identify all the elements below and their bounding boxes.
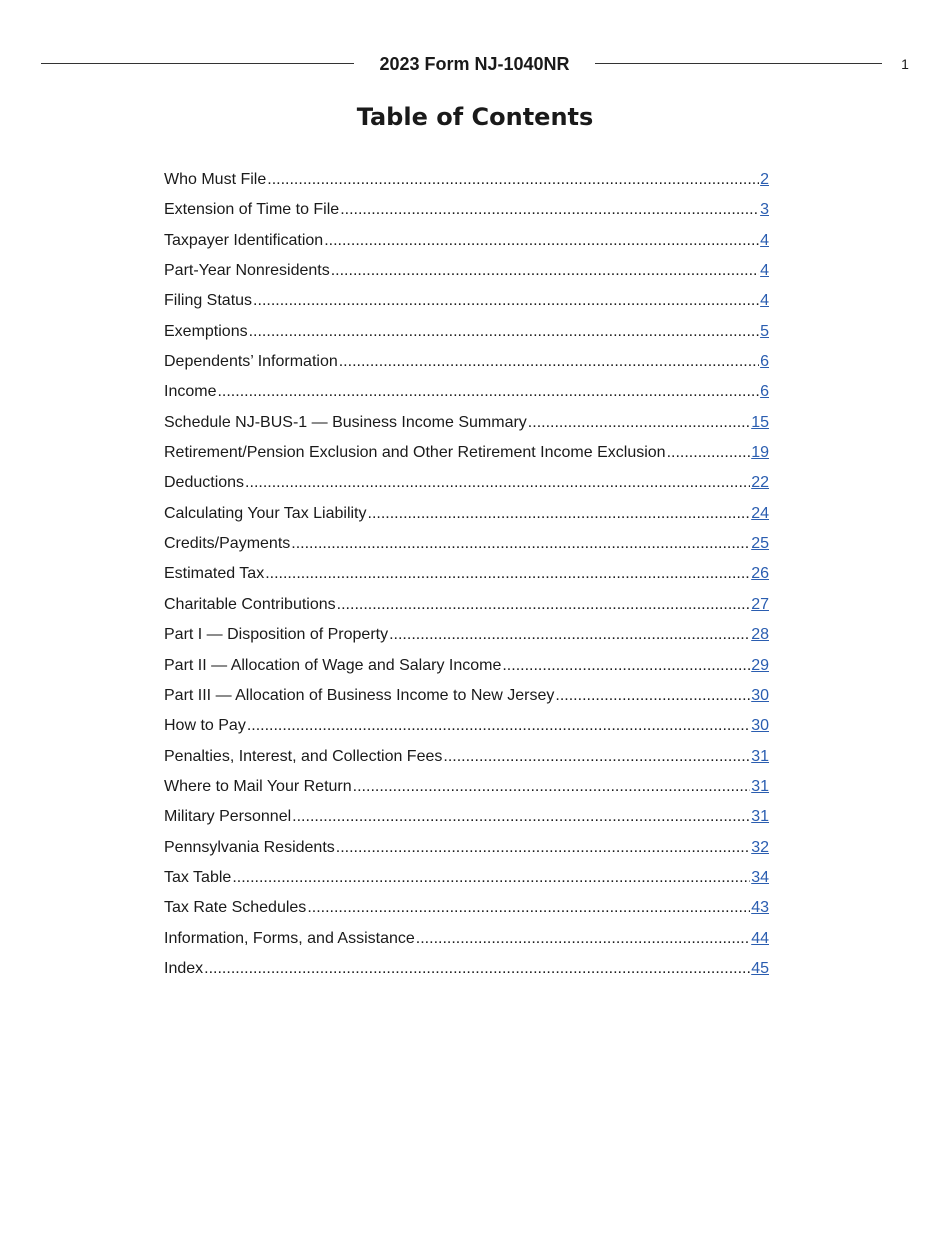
toc-page-link[interactable]: 6 bbox=[760, 383, 769, 401]
toc-entry bbox=[164, 711, 769, 741]
toc-entry bbox=[164, 195, 769, 225]
toc-entry bbox=[164, 681, 769, 711]
dot-leader bbox=[667, 438, 751, 468]
toc-entry-label: Part II — Allocation of Wage and Salary Income bbox=[164, 656, 502, 674]
dot-leader bbox=[292, 802, 750, 832]
toc-entry bbox=[164, 317, 769, 347]
toc-page-link[interactable]: 3 bbox=[760, 201, 769, 219]
toc-entry-label: Retirement/Pension Exclusion and Other Retirement Income Exclusion bbox=[164, 444, 666, 462]
toc-page-link[interactable]: 4 bbox=[760, 231, 769, 249]
toc-page-link[interactable]: 30 bbox=[751, 717, 769, 735]
toc-entry bbox=[164, 529, 769, 559]
dot-leader bbox=[353, 772, 751, 802]
toc-entry-label: Tax Rate Schedules bbox=[164, 899, 307, 917]
toc-entry-label: Penalties, Interest, and Collection Fees bbox=[164, 747, 443, 765]
dot-leader bbox=[232, 863, 750, 893]
toc-entry-label: Taxpayer Identification bbox=[164, 231, 324, 249]
toc-page-link[interactable]: 26 bbox=[751, 565, 769, 583]
dot-leader bbox=[249, 317, 760, 347]
toc-entry bbox=[164, 954, 769, 984]
dot-leader bbox=[368, 499, 751, 529]
toc-page-link[interactable]: 4 bbox=[760, 262, 769, 280]
toc-entry-label: Military Personnel bbox=[164, 808, 292, 826]
toc-page-link[interactable]: 30 bbox=[751, 686, 769, 704]
dot-leader bbox=[267, 165, 759, 195]
toc-entry bbox=[164, 893, 769, 923]
toc-page-link[interactable]: 44 bbox=[751, 929, 769, 947]
toc-page-link[interactable]: 32 bbox=[751, 838, 769, 856]
toc-entry-label: Part I — Disposition of Property bbox=[164, 626, 389, 644]
toc-page-link[interactable]: 5 bbox=[760, 322, 769, 340]
toc-page-link[interactable]: 19 bbox=[751, 444, 769, 462]
dot-leader bbox=[416, 924, 750, 954]
toc-entry-label: Deductions bbox=[164, 474, 245, 492]
toc-entry bbox=[164, 590, 769, 620]
toc-page-link[interactable]: 25 bbox=[751, 535, 769, 553]
toc-entry bbox=[164, 772, 769, 802]
dot-leader bbox=[217, 377, 759, 407]
toc-entry bbox=[164, 559, 769, 589]
toc-page-link[interactable]: 34 bbox=[751, 868, 769, 886]
toc-entry bbox=[164, 377, 769, 407]
toc-page-link[interactable]: 31 bbox=[751, 747, 769, 765]
toc-entry bbox=[164, 438, 769, 468]
toc-entry bbox=[164, 742, 769, 772]
toc-page-link[interactable]: 27 bbox=[751, 595, 769, 613]
toc-entry-label: Where to Mail Your Return bbox=[164, 777, 352, 795]
toc-page-link[interactable]: 31 bbox=[751, 808, 769, 826]
toc-entry-label: How to Pay bbox=[164, 717, 246, 735]
dot-leader bbox=[324, 226, 759, 256]
dot-leader bbox=[340, 195, 759, 225]
toc-entry bbox=[164, 802, 769, 832]
dot-leader bbox=[389, 620, 750, 650]
toc-entry bbox=[164, 924, 769, 954]
dot-leader bbox=[336, 833, 750, 863]
toc-entry bbox=[164, 347, 769, 377]
dot-leader bbox=[555, 681, 750, 711]
toc-entry-label: Who Must File bbox=[164, 171, 267, 188]
toc-page-link[interactable]: 24 bbox=[751, 504, 769, 522]
dot-leader bbox=[307, 893, 750, 923]
toc-entry-label: Calculating Your Tax Liability bbox=[164, 504, 367, 522]
page-number: 1 bbox=[901, 56, 909, 72]
toc-entry-label: Exemptions bbox=[164, 322, 248, 340]
toc-entry bbox=[164, 833, 769, 863]
toc-entry-label: Dependents’ Information bbox=[164, 353, 338, 371]
toc-entry bbox=[164, 620, 769, 650]
toc-entry-label: Pennsylvania Residents bbox=[164, 838, 335, 856]
dot-leader bbox=[247, 711, 750, 741]
toc-entry bbox=[164, 468, 769, 498]
header-rule-left bbox=[41, 63, 354, 64]
toc-entry bbox=[164, 863, 769, 893]
form-title: 2023 Form NJ-1040NR bbox=[379, 54, 570, 74]
toc-entry bbox=[164, 408, 769, 438]
toc-page-link[interactable]: 22 bbox=[751, 474, 769, 492]
dot-leader bbox=[253, 286, 759, 316]
toc-entry-label: Extension of Time to File bbox=[164, 201, 340, 219]
dot-leader bbox=[443, 742, 750, 772]
toc-page-link[interactable]: 6 bbox=[760, 353, 769, 371]
toc-page-link[interactable]: 29 bbox=[751, 656, 769, 674]
toc-page-link[interactable]: 4 bbox=[760, 292, 769, 310]
dot-leader bbox=[337, 590, 751, 620]
toc-page-link[interactable]: 45 bbox=[751, 959, 769, 977]
page-header bbox=[41, 52, 882, 76]
toc-page-link[interactable]: 43 bbox=[751, 899, 769, 917]
toc-entry-label: Index bbox=[164, 959, 204, 977]
toc-entry-label: Income bbox=[164, 383, 217, 401]
toc-entry-label: Tax Table bbox=[164, 868, 232, 886]
dot-leader bbox=[204, 954, 750, 984]
toc-entry bbox=[164, 651, 769, 681]
toc-entry-label: Estimated Tax bbox=[164, 565, 265, 583]
dot-leader bbox=[339, 347, 759, 377]
dot-leader bbox=[245, 468, 750, 498]
toc-entry-label: Credits/Payments bbox=[164, 535, 291, 553]
toc-entry-label: Schedule NJ-BUS-1 — Business Income Summary bbox=[164, 413, 527, 431]
dot-leader bbox=[528, 408, 750, 438]
dot-leader bbox=[265, 559, 750, 589]
toc-entry-label: Filing Status bbox=[164, 292, 253, 310]
toc-page-link[interactable]: 28 bbox=[751, 626, 769, 644]
header-rule-right bbox=[595, 63, 882, 64]
toc-entry-label: Part III — Allocation of Business Income to New Jersey bbox=[164, 686, 555, 704]
toc-entry bbox=[164, 256, 769, 286]
toc-entry bbox=[164, 499, 769, 529]
toc-entry bbox=[164, 286, 769, 316]
dot-leader bbox=[331, 256, 759, 286]
toc-entry-label: Charitable Contributions bbox=[164, 595, 336, 613]
toc-entry-label: Part-Year Nonresidents bbox=[164, 262, 330, 280]
toc-page-link[interactable]: 31 bbox=[751, 777, 769, 795]
toc-entry bbox=[164, 226, 769, 256]
toc-entry-label: Information, Forms, and Assistance bbox=[164, 929, 415, 947]
page-title: Table of Contents bbox=[356, 103, 594, 131]
toc-page-link[interactable]: 15 bbox=[751, 413, 769, 431]
dot-leader bbox=[502, 651, 750, 681]
table-of-contents bbox=[164, 165, 769, 984]
toc-entry bbox=[164, 165, 769, 195]
dot-leader bbox=[291, 529, 750, 559]
toc-page-link[interactable]: 2 bbox=[760, 171, 769, 188]
